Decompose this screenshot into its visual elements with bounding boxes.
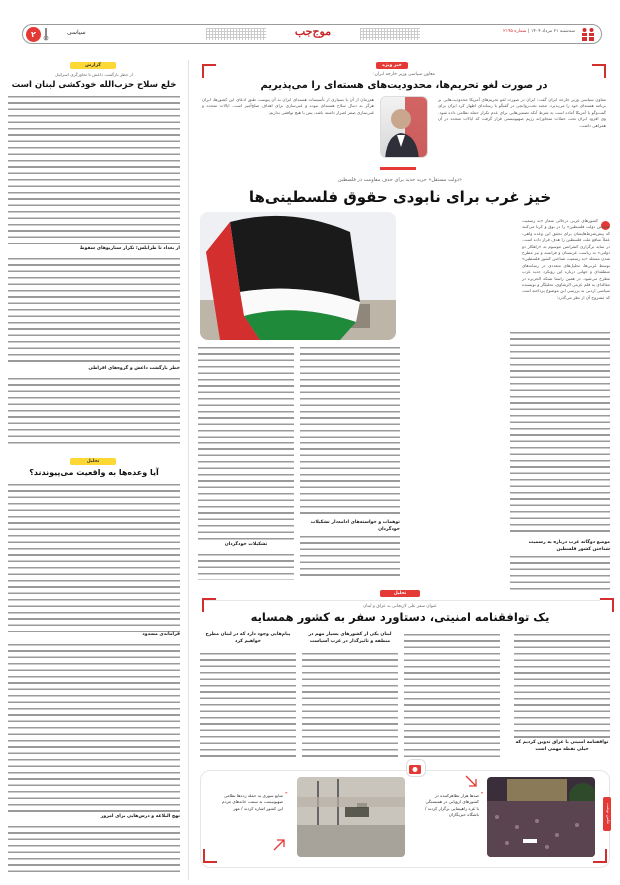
sidebar-tag: گزارش (70, 62, 116, 69)
column-divider (188, 60, 189, 880)
bottom-subhead: توافقنامه امنیتی با عراق تدوین کردیم که خیلی نقطه مهمی است (515, 740, 609, 752)
text-block (198, 345, 294, 440)
main-subhead: تشکیلات خودگردان (224, 542, 268, 547)
main-col-1 (510, 218, 610, 588)
masthead (22, 24, 602, 44)
text-block (300, 345, 400, 440)
story-kicker: معاون سیاسی وزیر خارجه ایران: (373, 72, 435, 77)
story-body: هم‌زمان از آن با بسیاری از تأسیسات هسته‌ای ایران به آن پیوست طبق ادعای این کشورها، ایران هرگز به دنبال سلاح هسته‌ای نبوده و غنی‌سازی برای اهداف صلح‌آمیز است. ایالات متحده و غنی‌سازی صفر اصرار داشته باشد، پس با هیچ توافقی نداریم. (202, 97, 374, 115)
text-block (8, 376, 180, 448)
section-icon (43, 27, 49, 41)
issue-date: سه‌شنبه ۲۱ مرداد ۱۴۰۴ | شماره ۲۱۹۵ (503, 29, 575, 34)
newspaper-logo-icon (581, 27, 595, 41)
sidebar-headline[interactable]: آیا وعده‌ها به واقعیت می‌پیوندند؟ (29, 468, 159, 477)
text-block (302, 651, 398, 758)
sidebar (8, 60, 180, 880)
text-block (8, 256, 180, 364)
palestine-flag-image (200, 212, 396, 340)
main-subhead: موضع دوگانه غرب درباره به رسمیت شناختن کشور فلسطین (528, 540, 610, 552)
camera-icon (405, 760, 425, 778)
text-block (300, 534, 400, 580)
protest-photo (487, 777, 595, 857)
decorative-grid (206, 28, 266, 40)
sidebar-headline[interactable]: خلع سلاح حزب‌الله خودکشی لبنان است (11, 80, 177, 90)
brand-name: موج‌جب (294, 25, 332, 38)
sidebar-subhead: از بغداد تا طرابلس؛ تکرار سناریوهای سقوط (79, 246, 180, 251)
text-block (8, 482, 180, 632)
syria-photo (297, 777, 405, 857)
story-headline[interactable]: در صورت لغو تحریم‌ها، محدودیت‌های هسته‌ای را می‌پذیریم (260, 80, 548, 91)
text-block (198, 552, 294, 580)
main-lead: کشورهای غربی درحالی شعار «به رسمیت شناختن دولت فلسطین» را در بوق و کرنا می‌کنند که پیش‌شرط‌هایشان برای تحقق این وعده واهی، عملاً منافع ملت فلسطین را هدف قرار داده است. در سایه برگزاری کنفرانس موسوم به «راهکار دو دولتی» به ریاست عربستان و فرانسه و نیز مطرح شدن مسئله «به رسمیت شناختن کشور فلسطین» توسط غربی‌ها، تحلیل‌های متعددی در رسانه‌های منطقه‌ای و جهانی درباره این رویکرد جدید غرب مطرح می‌شود. در همین راستا شبکه الجزیره در مقاله‌ای به قلم عزمی الرشاوی، تحلیلگر و نویسنده سیاسی اردنی به بررسی این موضوع پرداخته است که مشروح آن از نظر می‌گذرد: (522, 218, 610, 300)
bottom-headline[interactable]: یک توافقنامه امنیتی، دستاورد سفر به کشور همسایه (250, 610, 550, 624)
sidebar-tag: تحلیل (70, 458, 116, 465)
photo-caption: منابع سوری به حمله رده‌ها نظامی صهیونیست به سمت خانه‌های مردم این کشور اشاره کردند / مهر (221, 793, 283, 811)
sidebar-subhead: خطر بازگشت داعش و گروه‌های افراطی (88, 366, 180, 371)
portrait-photo (380, 96, 428, 158)
issue-number: شماره ۲۱۹۵ (503, 29, 527, 34)
divider (205, 600, 600, 601)
text-block (510, 554, 610, 590)
text-block (300, 440, 400, 518)
sidebar-subhead: فراماندی مسدود (142, 632, 180, 637)
page-number-badge: ۲ (26, 27, 41, 42)
section-name: سیاسی (67, 29, 86, 36)
story-tag: خبر ویژه (376, 62, 408, 69)
date-text: سه‌شنبه ۲۱ مرداد ۱۴۰۴ (530, 29, 575, 34)
top-story (198, 60, 610, 162)
main-kicker: «دولت مستقل» حربه جدید برای حذف مقاومت در فلسطین (337, 177, 463, 183)
text-block (8, 824, 180, 874)
text-block (514, 632, 610, 740)
bottom-subhead: پیام‌هایی وجود دارد که در لبنان مطرح خواهیم کرد (205, 632, 291, 644)
sidebar-kicker: از خطر بازگشت داعش تا تجاوزگری اسرائیل (55, 72, 133, 77)
flag-photo (200, 212, 396, 340)
section-divider (380, 167, 416, 170)
arrow-icon (273, 839, 285, 851)
frame-corner (203, 849, 217, 863)
story-tag: تحلیل (380, 590, 420, 597)
quote-icon: ❝ (480, 791, 483, 796)
text-block (8, 94, 180, 244)
quote-icon: ❝ (285, 791, 288, 796)
main-headline[interactable]: خیز غرب برای نابودی حقوق فلسطینی‌ها (248, 188, 552, 206)
arrow-icon (465, 775, 477, 787)
crowd-image (487, 777, 595, 857)
decorative-grid (360, 28, 420, 40)
photo-caption: صدها هزار تظاهرکننده در کشورهای اروپایی در همبستگی با غزه راهپیمایی برگزار کردند / باشگاه خبرنگاران (425, 793, 479, 818)
main-subhead: توهمات و خواسته‌های ادامه‌دار تشکیلات خودگردان (310, 520, 400, 532)
camera-badge (406, 759, 426, 777)
text-block (510, 330, 610, 535)
brand-logo (268, 26, 358, 42)
street-image (297, 777, 405, 857)
photo-strip-tab: عکس نوشت (603, 797, 611, 831)
text-block (404, 632, 500, 757)
text-block (8, 642, 180, 812)
text-block (200, 651, 296, 758)
bottom-subhead: لبنان یکی از کشورهای بسیار مهم در منطقه و تاثیرگذار در غرب آسیاست (308, 632, 392, 644)
frame-corner (593, 849, 607, 863)
story-body: معاون سیاسی وزیر خارجه ایران گفت: ایران در صورت لغو تحریم‌های آمریکا محدودیت‌هایی بر برنامه هسته‌ای خود را می‌پذیرد. مجید تخت‌روانچی در گفتگو با رسانه‌ای اظهار کرد ایران برای گفت‌وگو با آمریکا آماده است به شرط آنکه تضمین‌هایی برای عدم تکرار حمله نظامی داده شود. وی افزود ایران تحت حملات متجاوزانه رژیم صهیونیستی قرار گرفت که ایالات متحده در آن همراهی داشت. (438, 97, 606, 128)
text-block (198, 440, 294, 540)
portrait-image (380, 97, 427, 158)
photo-strip (200, 770, 610, 868)
bottom-kicker: عنوان سفر علی لاریجانی به عراق و لبنان (363, 604, 437, 609)
sidebar-subhead: نهج البلاغه و درس‌هایی برای امروز (100, 814, 180, 819)
